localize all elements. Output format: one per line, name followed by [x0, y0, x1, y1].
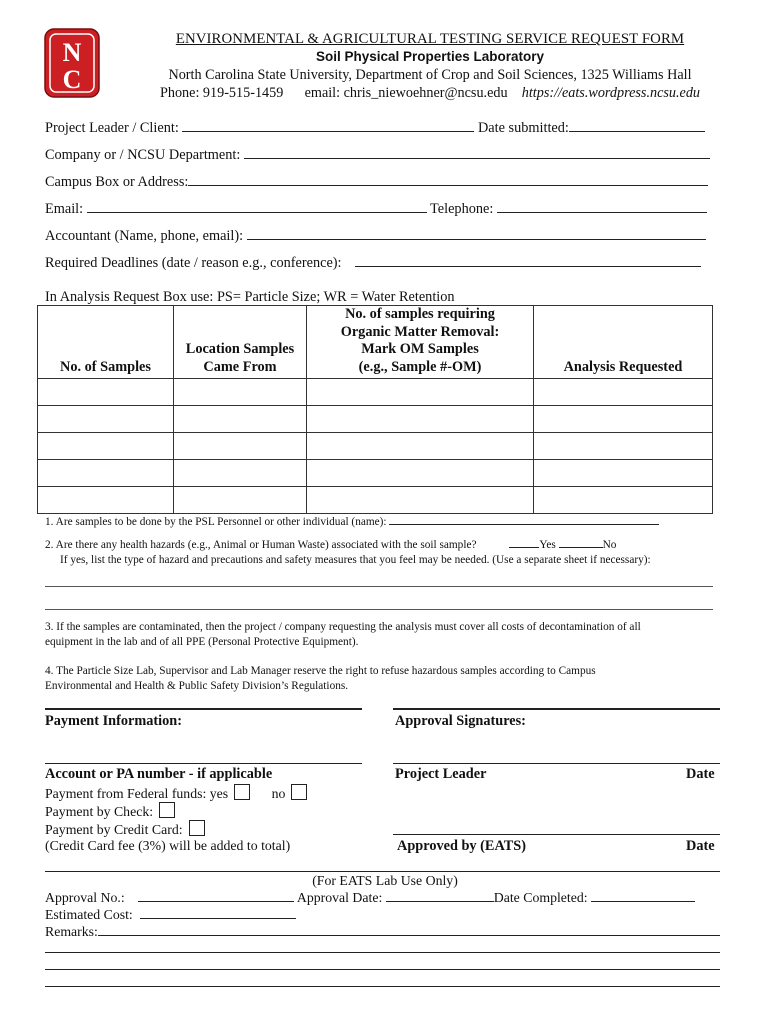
col-header-om-removal: No. of samples requiring Organic Matter Removal: Mark OM Samples (e.g., Sample #-OM) [307, 306, 534, 379]
contact-line [120, 84, 740, 102]
table-cell[interactable] [534, 379, 713, 406]
table-cell[interactable] [38, 487, 174, 514]
eats-approval-label: Approved by (EATS) [397, 838, 526, 854]
account-number-input[interactable] [45, 763, 362, 764]
table-cell[interactable] [307, 379, 534, 406]
logo-letter-c: C [62, 65, 82, 94]
approval-no-input[interactable] [138, 889, 294, 902]
hazard-no-input[interactable] [559, 538, 603, 548]
sample-request-table [37, 305, 713, 514]
ncsu-logo [44, 28, 100, 98]
email-label: Email: [45, 201, 84, 217]
question-4-text-line1: 4. The Particle Size Lab, Supervisor and Lab Manager reserve the right to refuse hazardous samples according to Campus [45, 665, 596, 677]
approval-no-row [45, 889, 695, 906]
question-1-input[interactable] [389, 515, 659, 525]
table-cell[interactable] [174, 460, 307, 487]
project-leader-label: Project Leader / Client: [45, 120, 179, 136]
remarks-input-line-3[interactable] [45, 969, 720, 970]
payment-heading: Payment Information: [45, 713, 182, 729]
analysis-note: In Analysis Request Box use: PS= Particle Size; WR = Water Retention [45, 289, 455, 305]
table-cell[interactable] [534, 433, 713, 460]
credit-card-row [45, 820, 205, 838]
hazard-yes-label: Yes [539, 539, 556, 551]
question-2-followup: If yes, list the type of hazard and precautions and safety measures that you feel may be needed. (Use a separate sheet if necessary): [60, 554, 651, 566]
date-completed-input[interactable] [591, 889, 695, 902]
table-row [38, 460, 713, 487]
eats-signature-line[interactable] [393, 834, 720, 835]
telephone-input[interactable] [497, 200, 707, 213]
hazard-no-label: No [602, 539, 617, 551]
campus-box-label: Campus Box or Address: [45, 174, 189, 190]
table-cell[interactable] [307, 460, 534, 487]
question-2-text: 2. Are there any health hazards (e.g., Animal or Human Waste) associated with the soil sample? [45, 539, 477, 551]
email-row [45, 200, 707, 218]
logo-letter-n: N [62, 38, 82, 67]
table-row [38, 379, 713, 406]
lab-use-heading: (For EATS Lab Use Only) [312, 873, 458, 888]
estimated-cost-input[interactable] [140, 906, 296, 919]
federal-funds-label: Payment from Federal funds: yes [45, 786, 229, 801]
question-3-text-line2: equipment in the lab and of all PPE (Personal Protective Equipment). [45, 636, 359, 648]
project-leader-signature-line[interactable] [393, 763, 720, 764]
credit-card-checkbox[interactable] [189, 820, 205, 836]
federal-funds-row [45, 784, 307, 802]
question-3-text-line1: 3. If the samples are contaminated, then the project / company requesting the analysis must cover all costs of decontamination of all [45, 621, 641, 633]
accountant-label: Accountant (Name, phone, email): [45, 228, 244, 244]
credit-card-label: Payment by Credit Card: [45, 822, 183, 837]
phone-number: Phone: 919-515-1459 [159, 85, 284, 101]
campus-box-input[interactable] [188, 173, 708, 186]
form-title: ENVIRONMENTAL & AGRICULTURAL TESTING SERVICE REQUEST FORM [175, 31, 685, 47]
federal-no-label: no [271, 786, 286, 801]
approval-heading: Approval Signatures: [395, 713, 526, 729]
table-cell[interactable] [174, 433, 307, 460]
payment-top-rule [45, 708, 362, 710]
eats-date-label: Date [686, 838, 715, 854]
col-header-no-samples: No. of Samples [38, 306, 174, 379]
remarks-row [45, 923, 720, 940]
university-address: North Carolina State University, Department of Crop and Soil Sciences, 1325 Williams Hall [168, 67, 692, 83]
question-1-text: 1. Are samples to be done by the PSL Personnel or other individual (name): [45, 516, 387, 528]
accountant-row [45, 227, 706, 245]
date-submitted-input[interactable] [569, 119, 705, 132]
hazard-answer-line-1[interactable] [45, 586, 713, 587]
check-payment-checkbox[interactable] [159, 802, 175, 818]
question-2 [45, 538, 616, 553]
approval-no-label: Approval No.: [45, 890, 125, 905]
table-cell[interactable] [174, 406, 307, 433]
table-row [38, 406, 713, 433]
estimated-cost-row [45, 906, 296, 923]
campus-box-row [45, 173, 708, 191]
check-payment-row [45, 802, 175, 820]
project-leader-row [45, 119, 705, 137]
lab-name: Soil Physical Properties Laboratory [315, 49, 545, 64]
table-header-row [38, 306, 713, 379]
remarks-input-line-4[interactable] [45, 986, 720, 987]
table-cell[interactable] [307, 487, 534, 514]
deadlines-label: Required Deadlines (date / reason e.g., conference): [45, 255, 342, 271]
deadlines-row [45, 254, 701, 272]
contact-email[interactable]: email: chris_niewoehner@ncsu.edu [304, 85, 508, 101]
project-leader-date-label: Date [686, 766, 715, 782]
approval-date-label: Approval Date: [296, 890, 383, 905]
date-submitted-label: Date submitted: [477, 120, 569, 136]
table-row [38, 487, 713, 514]
date-completed-label: Date Completed: [493, 890, 588, 905]
table-cell[interactable] [174, 487, 307, 514]
table-cell[interactable] [38, 379, 174, 406]
table-cell[interactable] [307, 406, 534, 433]
question-3 [45, 620, 641, 650]
account-label: Account or PA number - if applicable [45, 766, 273, 782]
approval-date-input[interactable] [386, 889, 494, 902]
project-leader-signature-label: Project Leader [395, 766, 487, 782]
accountant-input[interactable] [247, 227, 706, 240]
remarks-input-line-2[interactable] [45, 952, 720, 953]
check-payment-label: Payment by Check: [45, 804, 154, 819]
project-leader-input[interactable] [182, 119, 474, 132]
table-cell[interactable] [534, 460, 713, 487]
company-row [45, 146, 710, 164]
credit-card-fee-note: (Credit Card fee (3%) will be added to total) [45, 838, 291, 853]
table-cell[interactable] [534, 487, 713, 514]
question-1 [45, 515, 659, 530]
website-link[interactable]: https://eats.wordpress.ncsu.edu [521, 85, 701, 101]
question-4-text-line2: Environmental and Health & Public Safety Division’s Regulations. [45, 680, 349, 692]
remarks-input-line-1[interactable] [98, 923, 720, 936]
table-cell[interactable] [38, 460, 174, 487]
estimated-cost-label: Estimated Cost: [45, 907, 133, 922]
table-cell[interactable] [534, 406, 713, 433]
table-cell[interactable] [174, 379, 307, 406]
table-cell[interactable] [38, 433, 174, 460]
approval-top-rule [393, 708, 720, 710]
federal-no-checkbox[interactable] [291, 784, 307, 800]
company-label: Company or / NCSU Department: [45, 147, 241, 163]
deadlines-input[interactable] [355, 254, 701, 267]
lab-use-top-rule [45, 871, 720, 872]
table-cell[interactable] [307, 433, 534, 460]
question-4 [45, 664, 596, 694]
remarks-label: Remarks: [45, 924, 98, 939]
telephone-label: Telephone: [430, 201, 494, 217]
table-cell[interactable] [38, 406, 174, 433]
col-header-location: Location Samples Came From [174, 306, 307, 379]
table-row [38, 433, 713, 460]
federal-yes-checkbox[interactable] [234, 784, 250, 800]
email-input[interactable] [87, 200, 427, 213]
col-header-analysis: Analysis Requested [534, 306, 713, 379]
company-input[interactable] [244, 146, 710, 159]
hazard-yes-input[interactable] [509, 538, 539, 548]
hazard-answer-line-2[interactable] [45, 609, 713, 610]
